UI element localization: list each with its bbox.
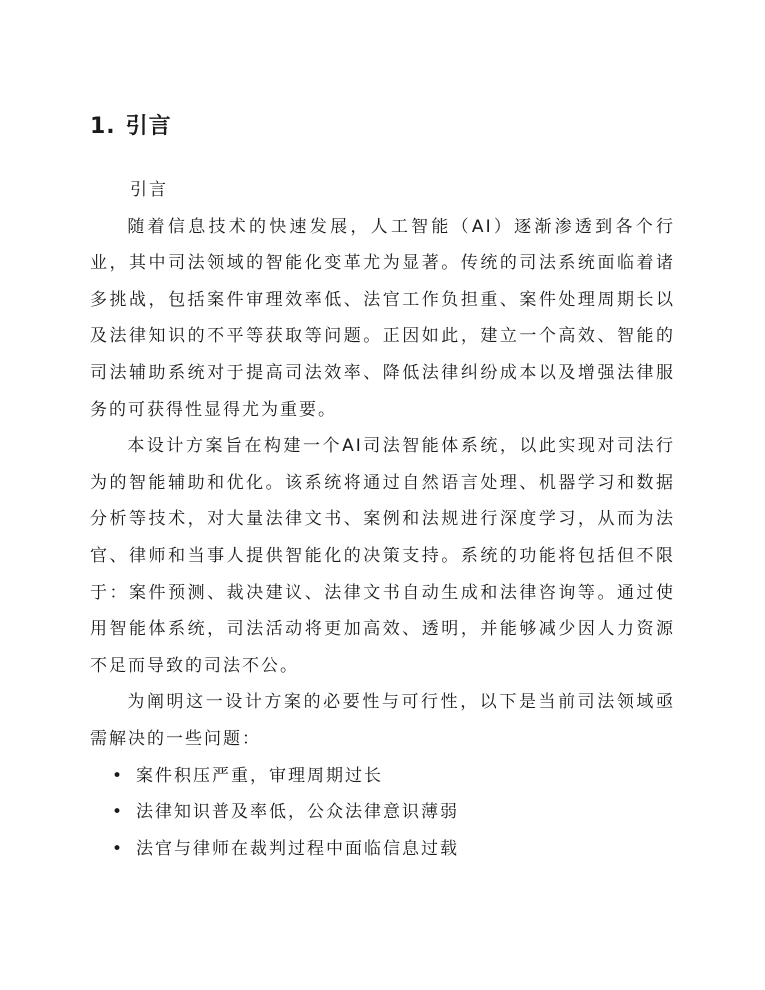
paragraph-issues-lead: 为阐明这一设计方案的必要性与可行性，以下是当前司法领域亟需解决的一些问题：	[90, 692, 675, 749]
section-heading	[90, 112, 172, 142]
paragraph-design-goal: 本设计方案旨在构建一个AI司法智能体系统，以此实现对司法行为的智能辅助和优化。该系统将通过自然语言处理、机器学习和数据分析等技术，对大量法律文书、案例和法规进行深度学习，从而为法官、律师和当事人提供智能化的决策支持。系统的功能将包括但不限于：案件预测、裁决建议、法律文书自动生成和法律咨询等。通过使用智能体系统，司法活动将更加高效、透明，并能够减少因人力资源不足而导致的司法不公。	[90, 436, 675, 676]
section-number: 1.	[90, 114, 116, 139]
bullet-icon: •	[112, 765, 125, 786]
list-item	[90, 758, 675, 795]
section-title: 引言	[125, 114, 172, 139]
list-item-text: 法官与律师在裁判过程中面临信息过载	[136, 838, 459, 859]
bullet-icon: •	[112, 838, 125, 859]
list-item-text: 法律知识普及率低，公众法律意识薄弱	[136, 802, 459, 823]
bullet-icon: •	[112, 802, 125, 823]
body-content	[90, 172, 675, 867]
list-item	[90, 794, 675, 831]
list-item	[90, 831, 675, 868]
paragraph-intro: 随着信息技术的快速发展，人工智能（AI）逐渐渗透到各个行业，其中司法领域的智能化变革尤为显著。传统的司法系统面临着诸多挑战，包括案件审理效率低、法官工作负担重、案件处理周期长以及法律知识的不平等获取等问题。正因如此，建立一个高效、智能的司法辅助系统对于提高司法效率、降低法律纠纷成本以及增强法律服务的可获得性显得尤为重要。	[90, 216, 675, 420]
subheading: 引言	[130, 180, 168, 200]
issues-list	[90, 758, 675, 868]
list-item-text: 案件积压严重，审理周期过长	[136, 765, 383, 786]
